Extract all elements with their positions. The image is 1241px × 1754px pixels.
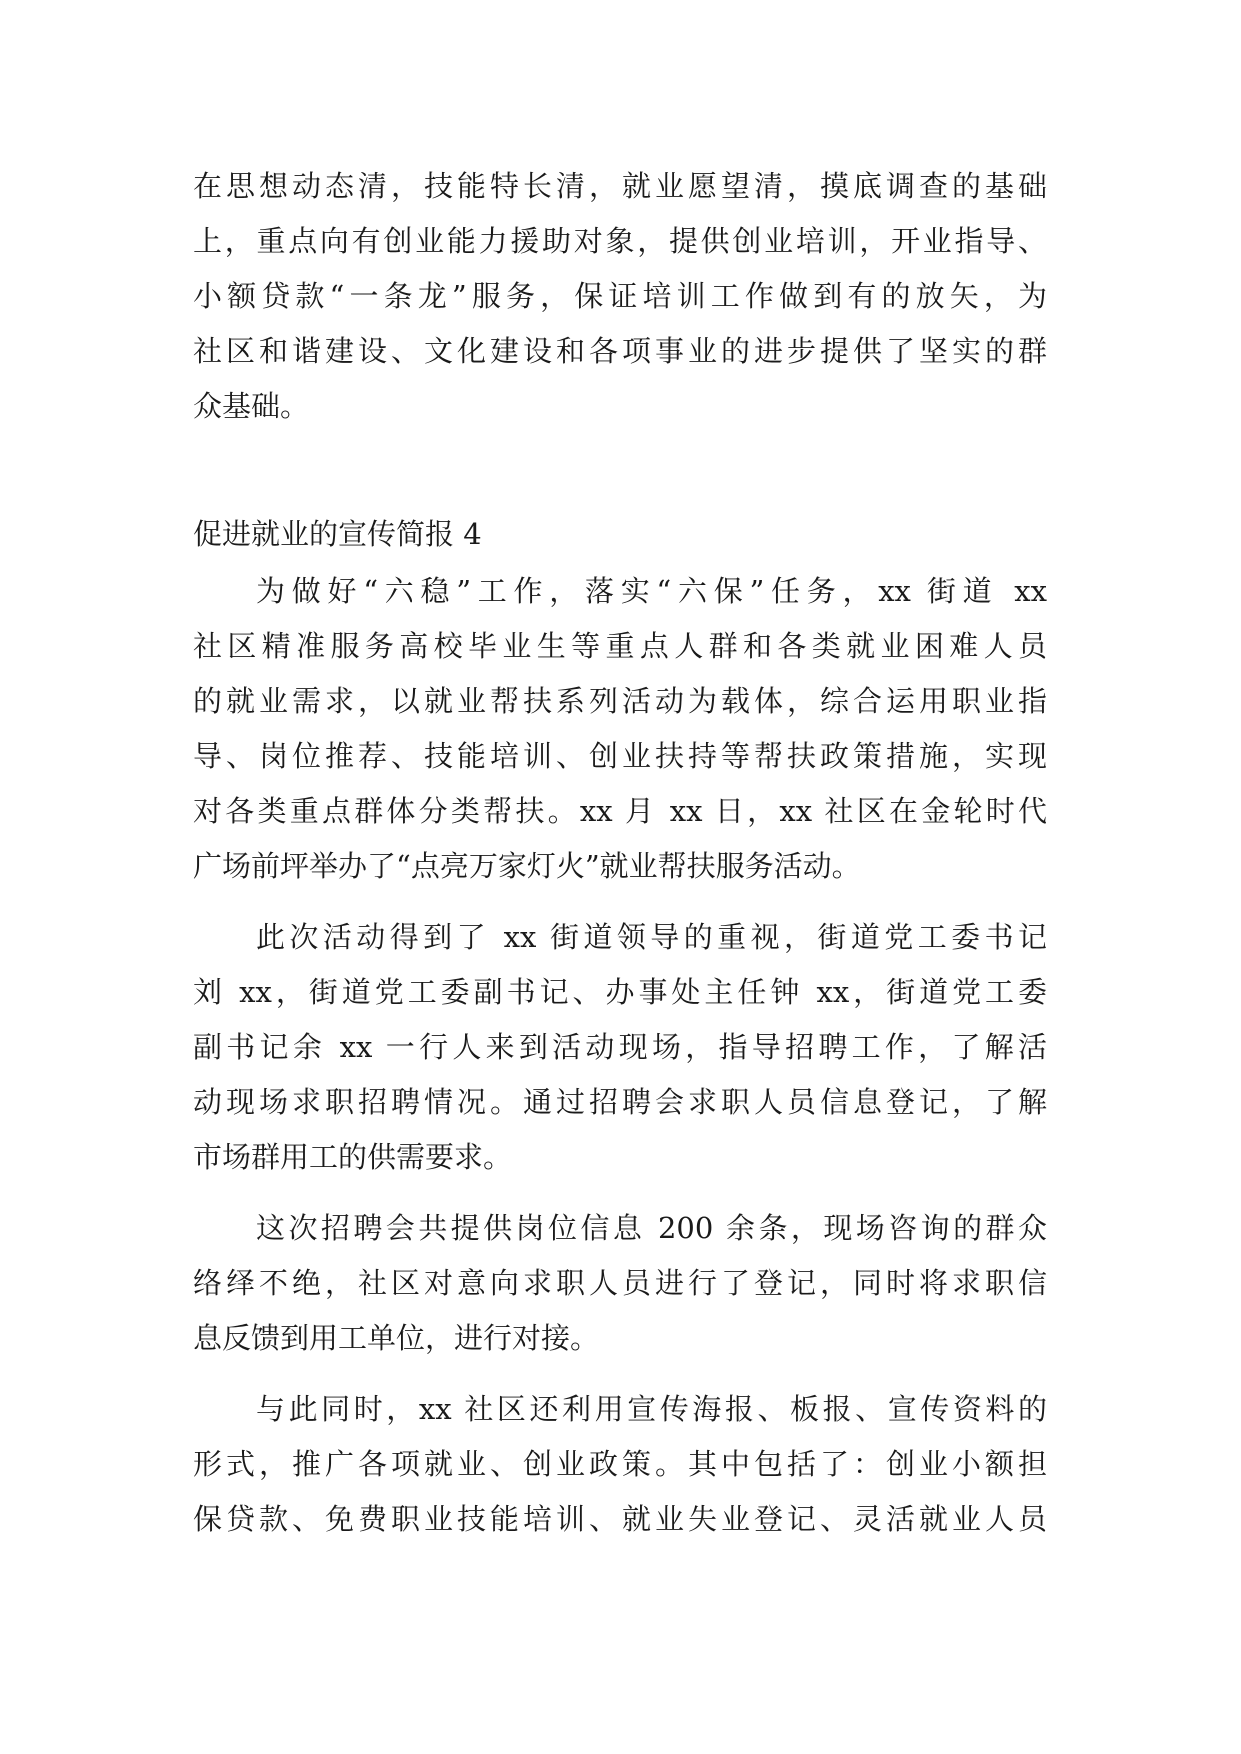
- paragraph-line: 与此同时，xx 社区还利用宣传海报、板报、宣传资料的: [256, 1392, 1047, 1426]
- paragraph-line: 社区和谐建设、文化建设和各项事业的进步提供了坚实的群: [193, 334, 1047, 368]
- paragraph-line: 广场前坪举办了“点亮万家灯火”就业帮扶服务活动。: [193, 849, 861, 883]
- paragraph-line: 在思想动态清，技能特长清，就业愿望清，摸底调查的基础: [193, 169, 1047, 203]
- paragraph-line: 上，重点向有创业能力援助对象，提供创业培训，开业指导、: [193, 224, 1047, 258]
- paragraph-line: 众基础。: [193, 389, 310, 423]
- paragraph-line: 动现场求职招聘情况。通过招聘会求职人员信息登记，了解: [193, 1085, 1047, 1119]
- paragraph-line: 市场群用工的供需要求。: [193, 1140, 513, 1174]
- paragraph-line: 的就业需求，以就业帮扶系列活动为载体，综合运用职业指: [193, 684, 1047, 718]
- paragraph-line: 社区精准服务高校毕业生等重点人群和各类就业困难人员: [193, 629, 1047, 663]
- paragraph-line: 息反馈到用工单位，进行对接。: [193, 1321, 600, 1355]
- paragraph-line: 刘 xx，街道党工委副书记、办事处主任钟 xx，街道党工委: [193, 975, 1047, 1009]
- paragraph-line: 对各类重点群体分类帮扶。xx 月 xx 日，xx 社区在金轮时代: [193, 794, 1047, 828]
- paragraph-line: 络绎不绝，社区对意向求职人员进行了登记，同时将求职信: [193, 1266, 1047, 1300]
- paragraph-line: 形式，推广各项就业、创业政策。其中包括了：创业小额担: [193, 1447, 1047, 1481]
- paragraph-line: 为做好“六稳”工作，落实“六保”任务，xx 街道 xx: [256, 574, 1047, 608]
- section-heading: 促进就业的宣传简报 4: [193, 517, 482, 551]
- paragraph-line: 保贷款、免费职业技能培训、就业失业登记、灵活就业人员: [193, 1502, 1047, 1536]
- paragraph-line: 小额贷款“一条龙”服务，保证培训工作做到有的放矢，为: [193, 279, 1047, 313]
- paragraph-line: 这次招聘会共提供岗位信息 200 余条，现场咨询的群众: [256, 1211, 1047, 1245]
- paragraph-line: 副书记余 xx 一行人来到活动现场，指导招聘工作，了解活: [193, 1030, 1047, 1064]
- paragraph-line: 导、岗位推荐、技能培训、创业扶持等帮扶政策措施，实现: [193, 739, 1047, 773]
- paragraph-line: 此次活动得到了 xx 街道领导的重视，街道党工委书记: [256, 920, 1047, 954]
